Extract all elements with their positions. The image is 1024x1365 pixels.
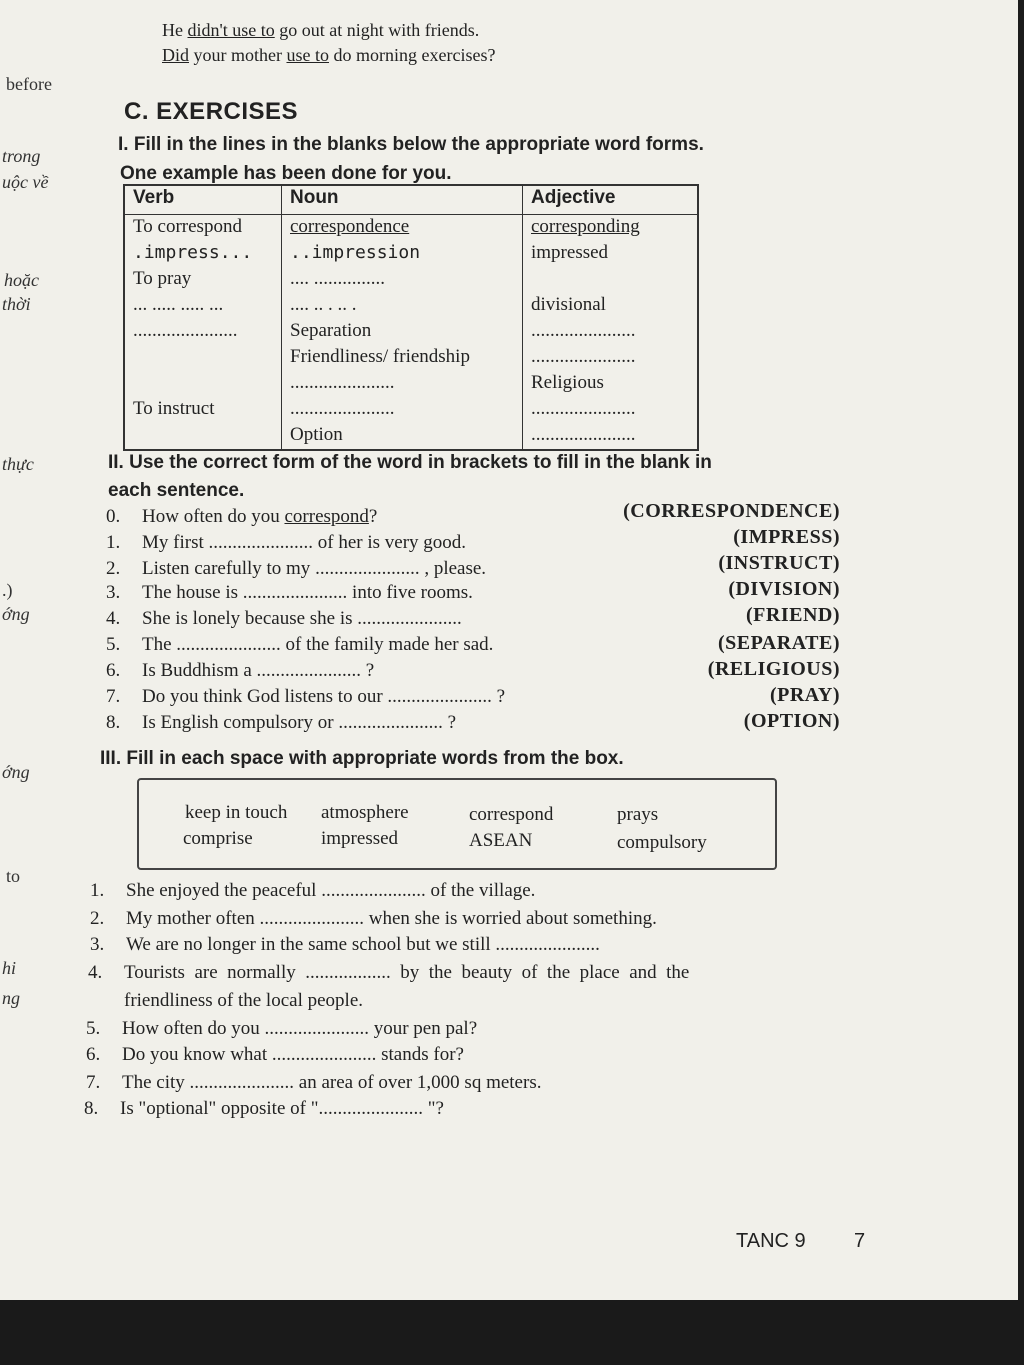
item-text: Tourists are normally .................. by the beauty of the place and the <box>124 962 690 983</box>
exercise-item <box>86 1072 541 1094</box>
table-cell: To correspond <box>124 215 282 242</box>
item-text: My first <box>142 532 209 553</box>
item-text: ? <box>361 660 375 681</box>
table-cell: ...................... <box>282 371 523 397</box>
exercise-item <box>106 506 377 528</box>
column-header-noun: Noun <box>282 185 523 215</box>
item-number: 0. <box>106 506 121 527</box>
word-box <box>137 778 777 870</box>
table-row <box>124 345 698 371</box>
blank[interactable]: ...................... <box>242 582 348 603</box>
item-text: The city ...................... an area of over 1,000 sq meters. <box>122 1072 542 1093</box>
table-cell: To instruct <box>124 397 282 423</box>
item-number: 1. <box>106 532 121 553</box>
item-text: , please. <box>419 558 487 579</box>
section-heading: C. EXERCISES <box>124 98 299 125</box>
box-word: compulsory <box>617 832 707 853</box>
item-text: Do you know what ...................... stands for? <box>122 1044 464 1065</box>
table-row <box>124 241 698 267</box>
table-row <box>124 215 698 242</box>
table-cell: ...................... <box>523 423 699 450</box>
table-cell-handwritten: ..impression <box>282 241 523 267</box>
table-row <box>124 423 698 450</box>
blank[interactable]: ...................... <box>208 532 313 553</box>
part2-title-cont: each sentence. <box>108 480 245 501</box>
exercise-item <box>90 908 657 930</box>
example-question: Did your mother use to do morning exercises? <box>162 45 496 65</box>
blank[interactable]: ...................... <box>256 660 362 681</box>
box-word: impressed <box>321 828 399 849</box>
item-number: 3. <box>90 934 105 955</box>
word-cue: (DIVISION) <box>728 578 840 600</box>
exercise-item <box>88 962 689 984</box>
table-cell: Option <box>282 423 523 450</box>
part1-title: I. Fill in the lines in the blanks below the appropriate word forms. <box>118 134 704 155</box>
item-number: 4. <box>88 962 103 983</box>
item-text: Is "optional" opposite of "...................... "? <box>120 1098 444 1119</box>
word-cue: (OPTION) <box>743 710 840 732</box>
item-text: Is English compulsory or <box>142 712 339 733</box>
table-cell: ...................... <box>124 319 282 345</box>
table-cell <box>124 371 282 397</box>
item-answer: correspond <box>284 506 369 527</box>
item-number: 1. <box>90 880 105 901</box>
margin-note: before <box>6 74 52 94</box>
word-forms-table <box>123 184 699 451</box>
box-word: comprise <box>183 828 253 849</box>
table-row <box>124 293 698 319</box>
column-header-adjective: Adjective <box>523 185 699 215</box>
blank[interactable]: ...................... <box>176 634 281 655</box>
table-cell: correspondence <box>282 215 523 242</box>
word-cue: (INSTRUCT) <box>718 552 840 574</box>
table-cell <box>124 345 282 371</box>
item-number: 5. <box>106 634 121 655</box>
margin-note: thực <box>2 454 34 474</box>
item-text: The <box>142 634 177 655</box>
table-cell: ...................... <box>523 397 699 423</box>
item-number: 7. <box>106 686 121 707</box>
item-text: How often do you ...................... your pen pal? <box>122 1018 478 1039</box>
page-number: 7 <box>854 1230 866 1252</box>
table-cell <box>124 423 282 450</box>
table-cell: .... .. . .. . <box>282 293 523 319</box>
item-text: ? <box>491 686 506 707</box>
item-text: friendliness of the local people. <box>124 990 364 1011</box>
part2-title: II. Use the correct form of the word in brackets to fill in the blank in <box>108 452 712 473</box>
box-word: correspond <box>469 804 554 825</box>
blank[interactable]: ...................... <box>387 686 492 707</box>
exercise-item <box>106 532 466 554</box>
word-cue: (SEPARATE) <box>717 632 840 654</box>
margin-note: hoặc <box>4 270 39 290</box>
table-header-row <box>124 185 698 215</box>
dark-background <box>0 1300 1024 1365</box>
table-cell: ...................... <box>282 397 523 423</box>
item-text: The house is <box>142 582 243 603</box>
margin-note: uộc về <box>2 172 49 192</box>
exercise-item <box>106 582 473 604</box>
item-number: 2. <box>106 558 121 579</box>
item-text: We are no longer in the same school but we still ...................... <box>126 934 600 955</box>
item-text: Do you think God listens to our <box>142 686 388 707</box>
margin-note: ng <box>2 988 20 1008</box>
table-cell: Separation <box>282 319 523 345</box>
part1-subtitle: One example has been done for you. <box>120 163 452 184</box>
box-word: atmosphere <box>321 802 409 823</box>
table-row <box>124 397 698 423</box>
item-number: 8. <box>84 1098 99 1119</box>
blank[interactable]: ...................... <box>338 712 443 733</box>
item-number: 8. <box>106 712 121 733</box>
item-number: 6. <box>86 1044 101 1065</box>
item-text: into five rooms. <box>347 582 473 603</box>
item-number: 5. <box>86 1018 101 1039</box>
item-number: 4. <box>106 608 121 629</box>
item-text: She is lonely because she is <box>142 608 358 629</box>
book-title: TANC 9 <box>736 1230 806 1252</box>
item-text: Listen carefully to my <box>142 558 316 579</box>
table-cell: To pray <box>124 267 282 293</box>
table-cell: Friendliness/ friendship <box>282 345 523 371</box>
exercise-item <box>86 1018 477 1040</box>
word-cue: (FRIEND) <box>746 604 840 626</box>
blank[interactable]: ...................... <box>315 558 420 579</box>
exercise-item <box>106 634 493 656</box>
exercise-item <box>106 686 505 708</box>
table-cell-handwritten: .impress... <box>124 241 282 267</box>
exercise-item <box>106 712 456 734</box>
table-cell: corresponding <box>523 215 699 242</box>
table-cell: .... ............... <box>282 267 523 293</box>
margin-note: trong <box>2 146 41 166</box>
item-text: ? <box>442 712 457 733</box>
box-word: ASEAN <box>469 830 533 851</box>
exercise-item <box>106 608 462 630</box>
item-text: ? <box>368 506 378 527</box>
item-text: Is Buddhism a <box>142 660 257 681</box>
item-number: 2. <box>90 908 105 929</box>
item-number: 3. <box>106 582 121 603</box>
margin-note: ớng <box>2 762 30 782</box>
word-cue: (IMPRESS) <box>733 526 840 548</box>
table-cell: divisional <box>523 293 699 319</box>
exercise-item-cont <box>88 990 363 1012</box>
table-row <box>124 319 698 345</box>
table-cell <box>523 267 699 293</box>
table-row <box>124 371 698 397</box>
part3-title: III. Fill in each space with appropriate words from the box. <box>100 748 624 769</box>
word-cue: (RELIGIOUS) <box>707 658 840 680</box>
item-text: My mother often ...................... when she is worried about something. <box>126 908 657 929</box>
item-text: She enjoyed the peaceful ...................... of the village. <box>126 880 536 901</box>
table-cell: ... ..... ..... ... <box>124 293 282 319</box>
exercise-item <box>90 934 600 956</box>
box-word: prays <box>617 804 659 825</box>
exercise-item <box>106 558 486 580</box>
item-text: How often do you <box>142 506 285 527</box>
box-word: keep in touch <box>185 802 288 823</box>
margin-note: to <box>6 866 21 886</box>
example-sentence: He didn't use to go out at night with friends. <box>162 20 480 40</box>
margin-note: ớng <box>2 604 30 624</box>
blank[interactable]: ...................... <box>357 608 462 629</box>
table-cell: Religious <box>523 371 699 397</box>
table-cell: impressed <box>523 241 699 267</box>
table-cell: ...................... <box>523 345 699 371</box>
margin-note: .) <box>2 580 13 600</box>
margin-note: thời <box>2 294 31 314</box>
item-text: of her is very good. <box>313 532 467 553</box>
table-row <box>124 267 698 293</box>
column-header-verb: Verb <box>124 185 282 215</box>
exercise-item <box>106 660 374 682</box>
exercise-item <box>86 1044 464 1066</box>
item-number: 6. <box>106 660 121 681</box>
exercise-item <box>84 1098 444 1120</box>
item-number: 7. <box>86 1072 101 1093</box>
margin-note: hi <box>2 958 17 978</box>
word-cue: (PRAY) <box>769 684 840 706</box>
word-cue: (CORRESPONDENCE) <box>623 500 840 522</box>
exercise-item <box>90 880 535 902</box>
item-text: of the family made her sad. <box>280 634 494 655</box>
table-cell: ...................... <box>523 319 699 345</box>
